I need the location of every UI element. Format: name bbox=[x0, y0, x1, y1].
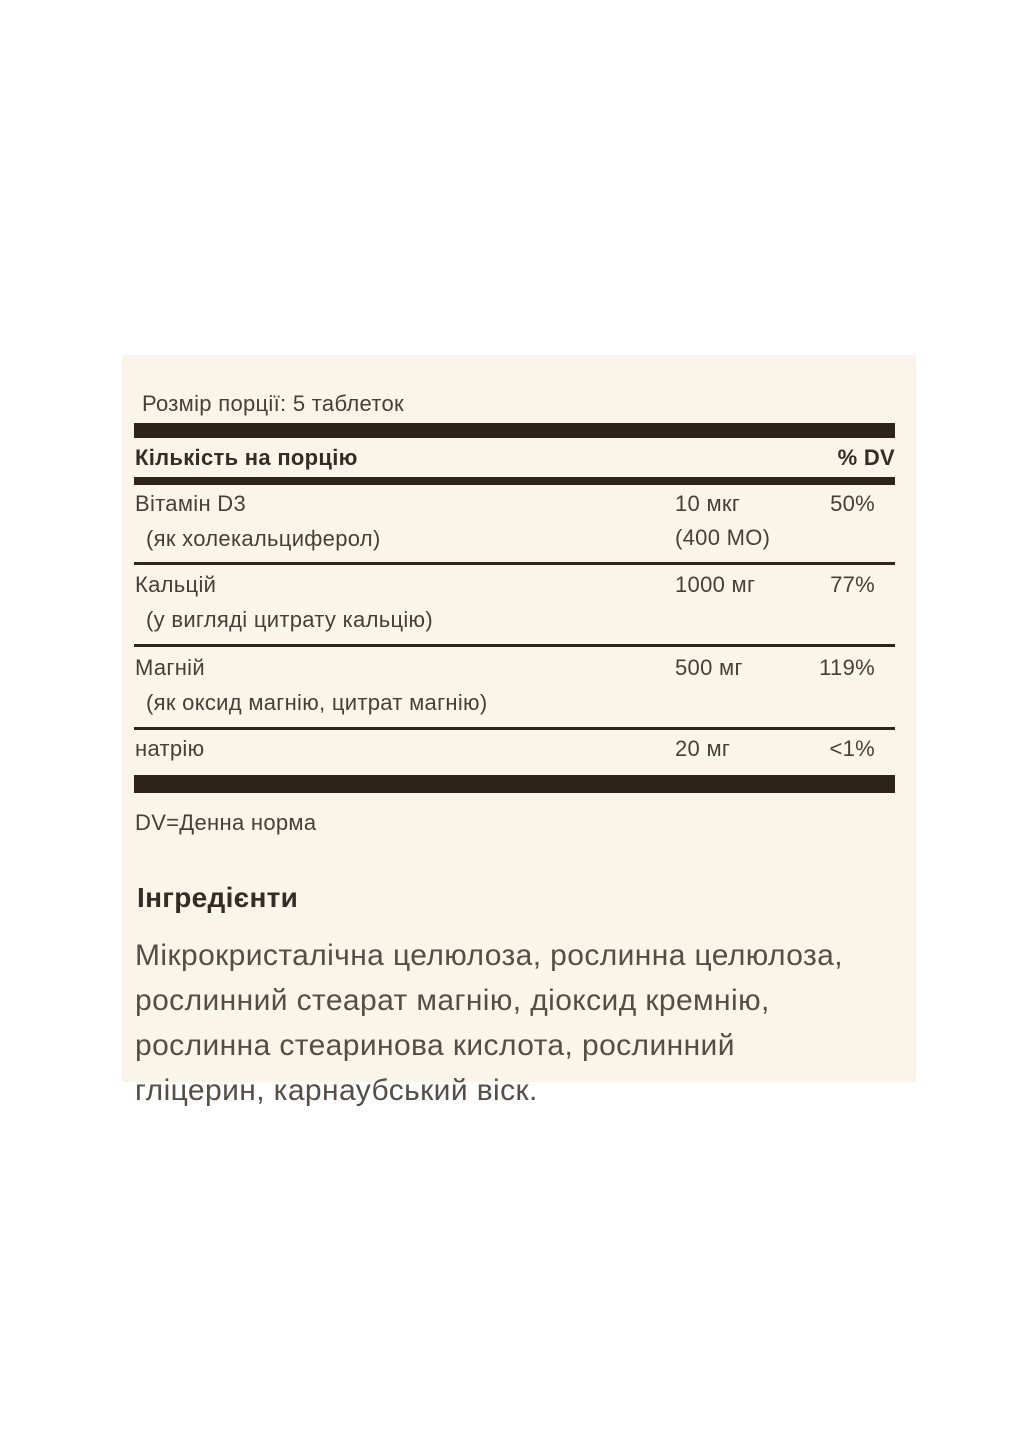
nutrient-name: Кальцій bbox=[135, 572, 217, 597]
ingredient-line: Мікрокристалічна целюлоза, рослинна целюлоза, bbox=[135, 939, 843, 972]
nutrient-row-sodium bbox=[134, 727, 895, 775]
nutrient-amount: 500 мг bbox=[675, 655, 743, 680]
dv-header-label: % DV bbox=[837, 445, 895, 470]
nutrient-name: Магній bbox=[135, 655, 205, 680]
nutrient-detail: (як оксид магнію, цитрат магнію) bbox=[146, 690, 488, 715]
nutrient-dv: <1% bbox=[829, 736, 875, 761]
nutrient-row-calcium bbox=[134, 562, 895, 644]
facts-header-row bbox=[134, 438, 895, 477]
serving-size-line: Розмір порції: 5 таблеток bbox=[142, 391, 404, 416]
nutrient-amount: 1000 мг bbox=[675, 572, 756, 597]
nutrient-row-vitamin-d3 bbox=[134, 485, 895, 562]
nutrient-dv: 77% bbox=[830, 572, 875, 597]
nutrient-name: Вітамін D3 bbox=[135, 491, 247, 516]
nutrient-dv: 119% bbox=[819, 655, 875, 680]
nutrient-name: натрію bbox=[135, 736, 205, 761]
bottom-thick-divider bbox=[134, 775, 895, 793]
nutrient-amount: 10 мкг bbox=[675, 491, 741, 516]
nutrient-detail: (у вигляді цитрату кальцію) bbox=[146, 607, 433, 632]
top-thick-divider bbox=[134, 423, 895, 438]
nutrient-row-magnesium bbox=[134, 644, 895, 727]
ingredient-line: рослинний стеарат магнію, діоксид кремнію, bbox=[135, 984, 770, 1017]
supplement-facts-panel bbox=[122, 355, 916, 1107]
nutrient-amount: 20 мг bbox=[675, 736, 731, 761]
ingredients-heading: Інгредієнти bbox=[137, 882, 299, 913]
nutrient-detail: (як холекальциферол) bbox=[146, 526, 381, 551]
nutrient-dv: 50% bbox=[830, 491, 875, 516]
nutrient-amount-iu: (400 МО) bbox=[675, 525, 771, 550]
header-thin-divider bbox=[134, 477, 895, 485]
ingredients-text bbox=[134, 933, 895, 1113]
ingredient-line: рослинна стеаринова кислота, рослинний bbox=[135, 1029, 735, 1062]
dv-footnote: DV=Денна норма bbox=[135, 810, 317, 835]
ingredient-line: гліцерин, карнаубський віск. bbox=[135, 1074, 538, 1107]
amount-per-serving-label: Кількість на порцію bbox=[135, 445, 358, 470]
